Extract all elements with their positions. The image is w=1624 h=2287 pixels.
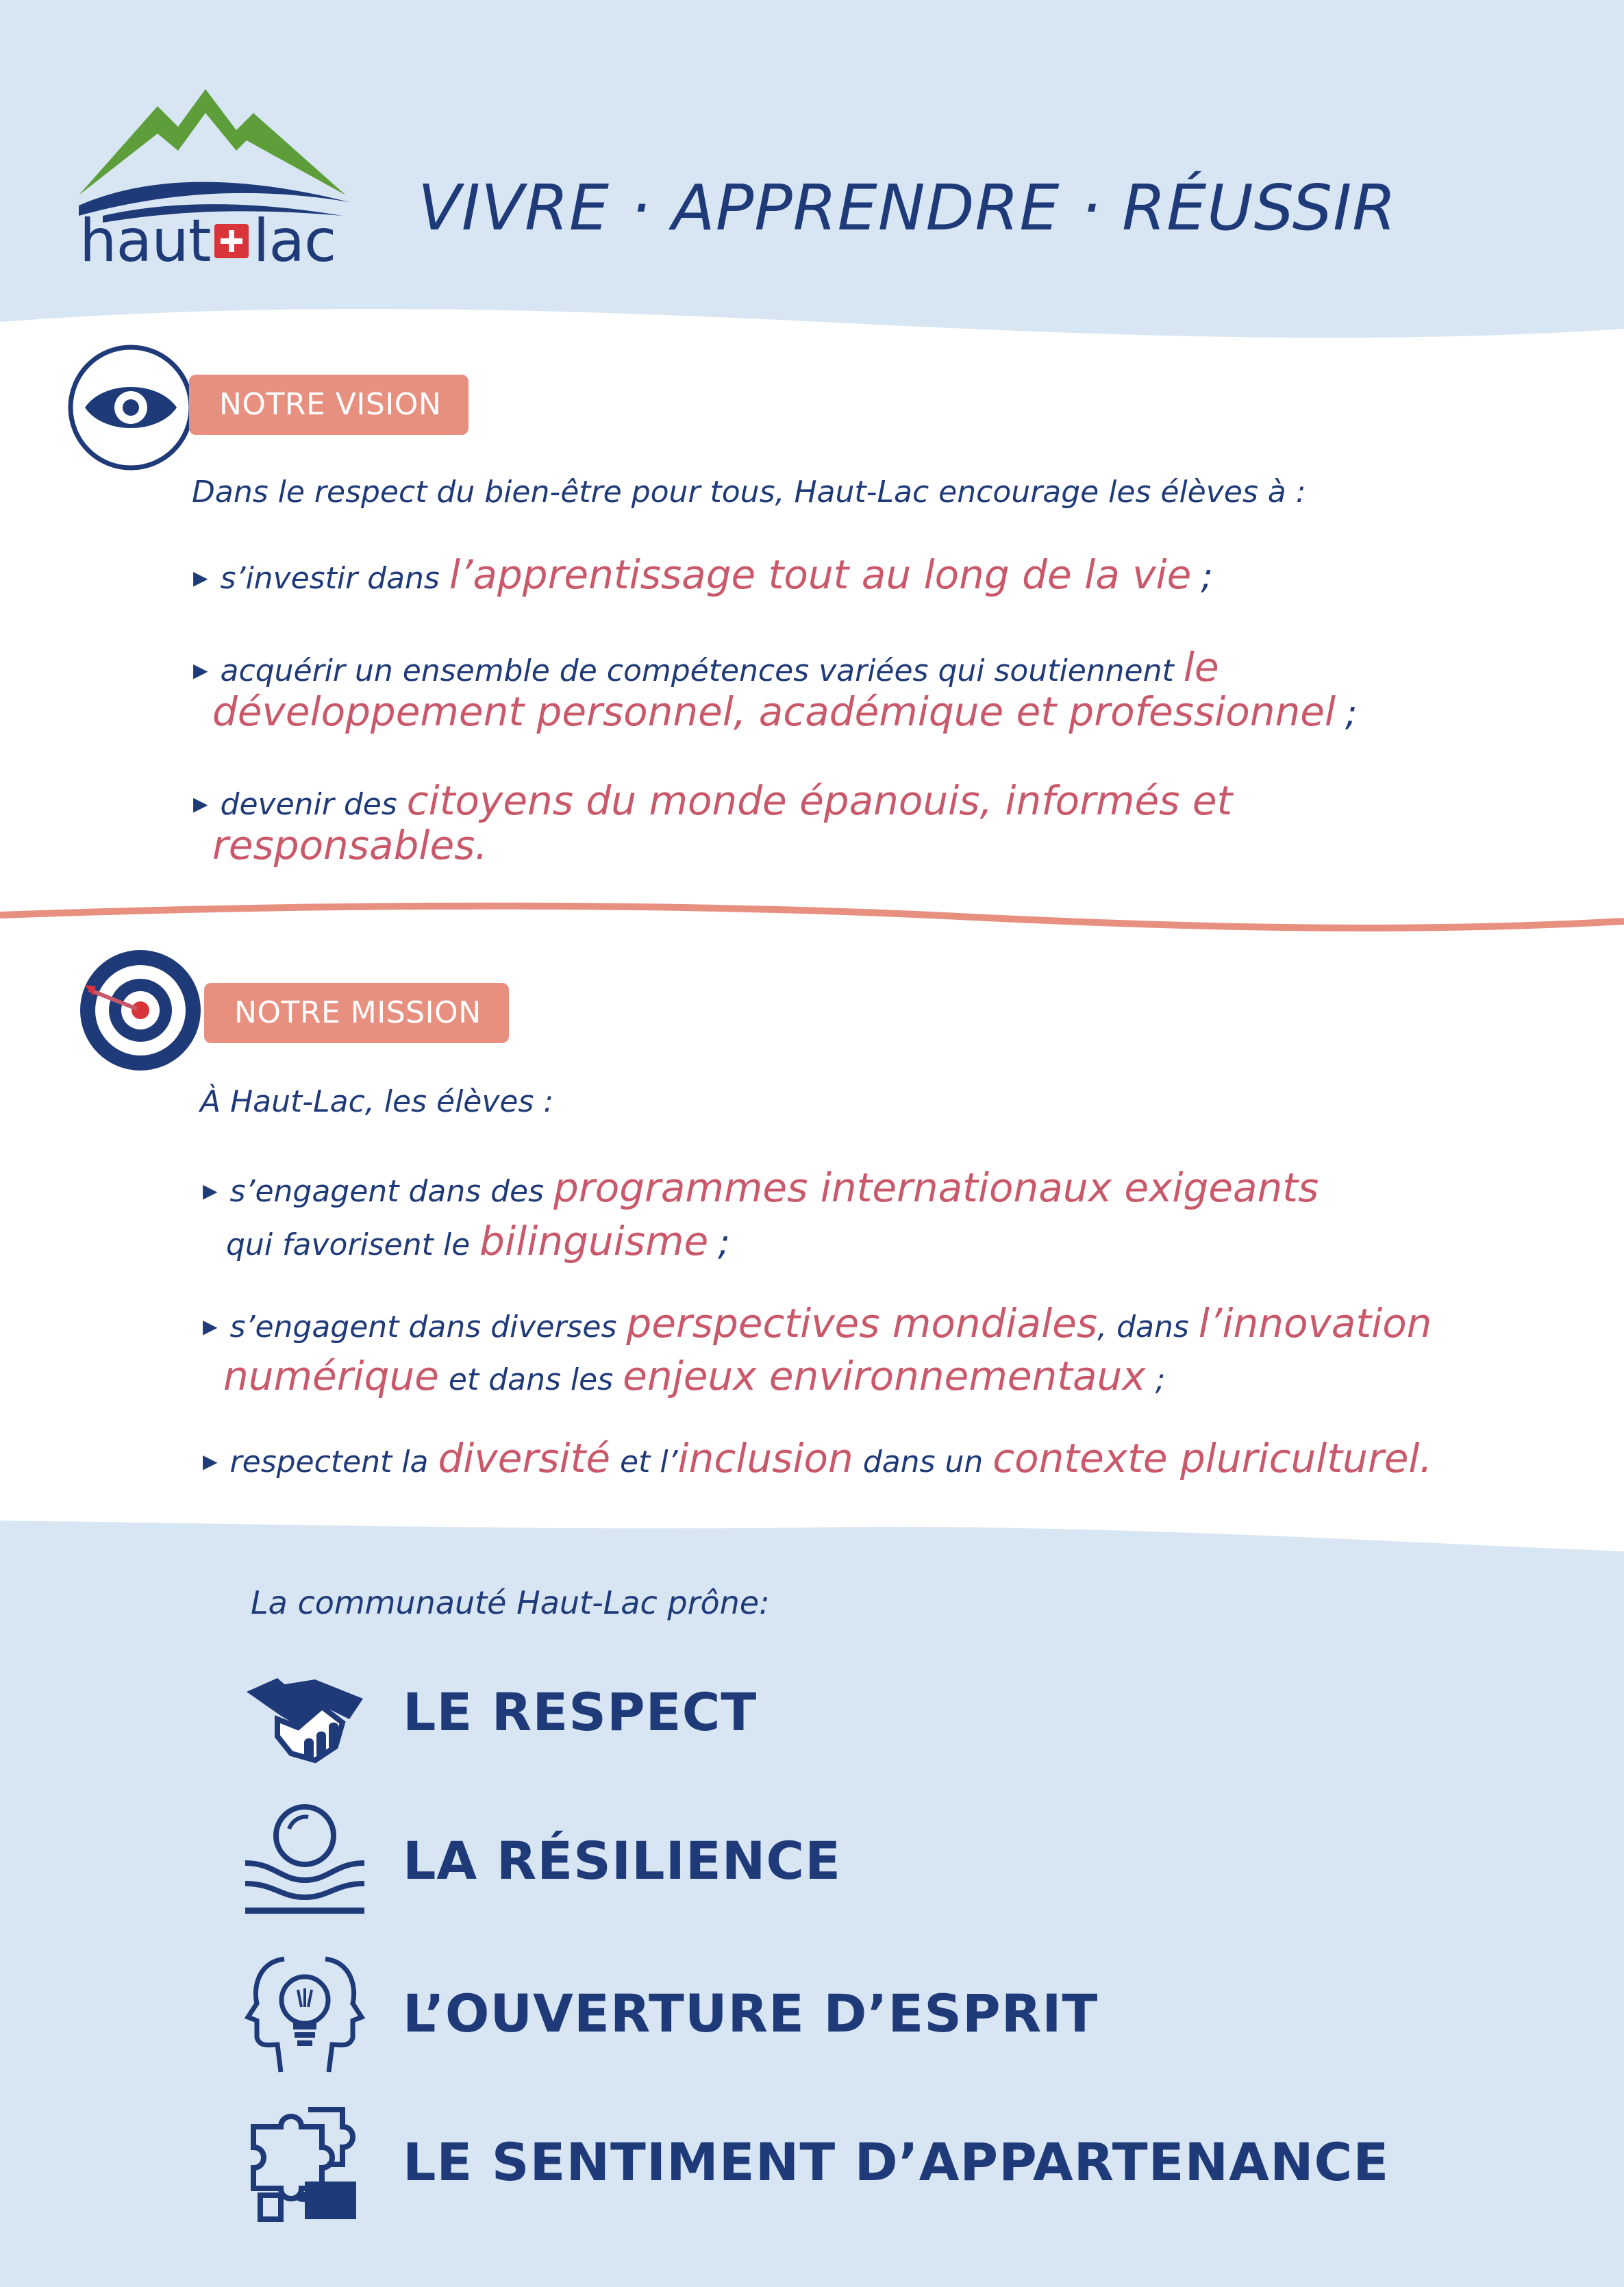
eye-icon xyxy=(66,342,196,473)
swiss-cross-icon xyxy=(214,224,249,258)
mission-item-3-text-mid: et l’ xyxy=(620,1445,678,1479)
mission-item-1-line2 xyxy=(226,1218,730,1266)
vision-item-2-highlight-2: développement personnel, académique et professionnel xyxy=(212,688,1336,735)
value-respect: LE RESPECT xyxy=(403,1682,758,1742)
mountain-icon xyxy=(79,89,346,195)
mission-item-1 xyxy=(203,1164,1319,1212)
mission-item-2-text-2: et dans les xyxy=(448,1362,614,1397)
bullet-icon: ▶ xyxy=(193,566,208,589)
mission-item-2-text: s’engagent dans diverses xyxy=(229,1310,617,1345)
bullet-icon: ▶ xyxy=(193,792,208,815)
bullet-icon: ▶ xyxy=(203,1450,218,1473)
mission-item-2-end: ; xyxy=(1155,1362,1166,1397)
handshake-icon xyxy=(240,1651,370,1781)
mission-item-2-highlight-4: enjeux environnementaux xyxy=(623,1353,1146,1399)
tagline: VIVRE · APPRENDRE · RÉUSSIR xyxy=(418,171,1397,245)
vision-item-2-end: ; xyxy=(1345,693,1358,734)
mission-item-1-text-2: qui favorisent le xyxy=(226,1227,471,1262)
logo-wordmark xyxy=(79,207,336,275)
logo-text-right: lac xyxy=(253,207,336,275)
mission-item-2-highlight-3: l’innovation xyxy=(1198,1300,1432,1347)
values-intro: La communauté Haut-Lac prône: xyxy=(251,1584,770,1621)
mission-item-3 xyxy=(203,1435,1432,1483)
mission-intro: À Haut-Lac, les élèves : xyxy=(200,1084,554,1119)
mission-item-3-text: respectent la xyxy=(229,1445,429,1479)
value-open-mind: L’OUVERTURE D’ESPRIT xyxy=(403,1983,1099,2044)
mission-item-2-text-mid: , dans xyxy=(1097,1310,1189,1345)
vision-title: NOTRE VISION xyxy=(189,375,469,435)
logo-text-left: haut xyxy=(79,207,211,275)
mission-item-3-text-mid-2: dans un xyxy=(862,1445,984,1479)
vision-item-2-line2 xyxy=(212,688,1358,736)
mission-item-3-highlight-2: inclusion xyxy=(677,1435,853,1482)
bullet-icon: ▶ xyxy=(203,1315,218,1338)
bullet-icon: ▶ xyxy=(193,659,208,682)
vision-intro: Dans le respect du bien-être pour tous, Haut-Lac encourage les élèves à : xyxy=(192,475,1306,510)
open-mind-icon xyxy=(240,1949,370,2079)
target-icon xyxy=(75,945,205,1075)
bullet-icon: ▶ xyxy=(203,1179,218,1202)
mission-item-3-highlight: diversité xyxy=(438,1435,611,1482)
value-belonging: LE SENTIMENT D’APPARTENANCE xyxy=(403,2132,1390,2192)
vision-item-3-highlight-2: responsables. xyxy=(212,822,488,868)
mission-title: NOTRE MISSION xyxy=(204,983,509,1043)
vision-item-1-text: s’investir dans xyxy=(220,561,440,596)
vision-item-2-text: acquérir un ensemble de compétences variées qui soutiennent xyxy=(220,653,1174,688)
mission-item-2-highlight: perspectives mondiales xyxy=(626,1300,1098,1347)
mission-item-3-highlight-3: contexte pluriculturel. xyxy=(992,1435,1432,1482)
vision-item-1-highlight: l’apprentissage tout au long de la vie xyxy=(449,551,1192,598)
value-resilience: LA RÉSILIENCE xyxy=(403,1830,842,1891)
mission-item-2-highlight-2: numérique xyxy=(223,1353,439,1399)
mission-item-1-text: s’engagent dans des xyxy=(229,1174,545,1209)
vision-item-3-text: devenir des xyxy=(220,787,397,822)
puzzle-icon xyxy=(240,2099,370,2229)
vision-item-3-highlight: citoyens du monde épanouis, informés et xyxy=(406,777,1233,824)
resilience-icon xyxy=(240,1798,370,1928)
vision-item-1 xyxy=(193,551,1213,599)
vision-item-3-line2 xyxy=(212,822,488,870)
mission-item-2-line2 xyxy=(223,1353,1165,1401)
vision-item-1-end: ; xyxy=(1201,556,1213,597)
vision-item-2-highlight: le xyxy=(1183,644,1219,690)
vision-item-3 xyxy=(193,777,1232,825)
mission-item-1-highlight: programmes internationaux exigeants xyxy=(553,1164,1319,1211)
mission-item-2 xyxy=(203,1300,1432,1348)
mission-item-1-end: ; xyxy=(718,1223,730,1264)
mission-item-1-highlight-2: bilinguisme xyxy=(479,1218,709,1264)
vision-item-2 xyxy=(193,644,1219,692)
